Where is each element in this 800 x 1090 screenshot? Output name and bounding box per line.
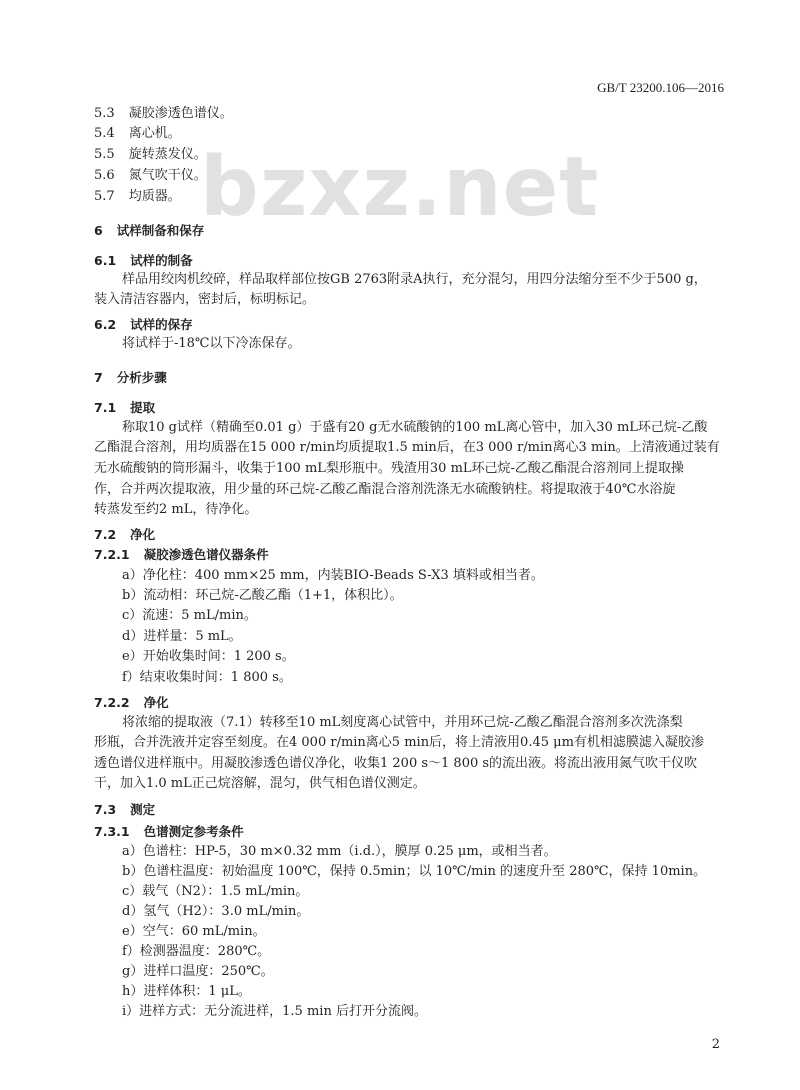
paragraph-line [94,459,684,479]
paragraph-line [122,334,300,354]
section-number: 5.6 [94,168,115,183]
section-number: 5.3 [94,106,115,121]
section-number: 7.2.1 [94,547,130,562]
line-text: i）进样方式：无分流进样，1.5 min 后打开分流阀。 [122,1004,427,1019]
line-text: 净化 [143,695,169,710]
condition-item [122,862,706,882]
list-item [94,166,207,186]
line-text: 将浓缩的提取液（7.1）转移至10 mL刻度离心试管中，并用环己烷-乙酸乙酯混合溶剂多次洗涤梨 [122,715,683,730]
condition-item [122,962,274,982]
section-number: 5.7 [94,189,115,204]
line-text: 称取10 g试样（精确至0.01 g）于盛有20 g无水硫酸钠的100 mL离心管中，加入30 mL环己烷-乙酸 [122,420,708,435]
paragraph-line [94,438,720,458]
section-number: 6.1 [94,253,117,268]
section-heading [94,398,155,418]
paragraph-line [94,754,697,774]
line-text: 干，加入1.0 mL正己烷溶解，混匀，供气相色谱仪测定。 [94,776,426,791]
line-text: 测定 [130,802,156,817]
line-text: b）色谱柱温度：初始温度 100℃，保持 0.5min；以 10℃/min 的速度升至 280℃，保持 10min。 [122,864,707,879]
line-text: 分析步骤 [116,370,167,385]
section-heading [94,800,155,820]
line-text: a）净化柱：400 mm×25 mm，内装BIO-Beads S-X3 填料或相当者。 [122,568,544,583]
condition-item [122,606,257,626]
line-text: 装入清洁容器内，密封后，标明标记。 [94,292,316,307]
list-item [94,104,233,124]
line-text: 试样的制备 [130,253,193,268]
section-number: 7.3 [94,802,117,817]
line-text: 转蒸发至约2 mL，待净化。 [94,502,258,517]
section-heading [94,525,155,545]
paragraph-line [94,500,257,520]
line-text: 形瓶，合并洗液并定容至刻度。在4 000 r/min离心5 min后，将上清液用0.45 μm有机相滤膜滤入凝胶渗 [94,735,704,750]
condition-item [122,566,544,586]
condition-item [122,627,242,647]
section-heading [94,822,244,842]
paragraph-line [122,713,683,733]
line-text: 均质器。 [128,189,181,204]
paragraph-line [94,480,675,500]
line-text: e）空气：60 mL/min。 [122,924,266,939]
line-text: h）进样体积：1 μL。 [122,984,251,999]
line-text: 将试样于-18℃以下冷冻保存。 [122,336,301,351]
section-heading [94,368,167,388]
line-text: 无水硫酸钠的筒形漏斗，收集于100 mL梨形瓶中。残渣用30 mL环己烷-乙酸乙酯混合溶剂同上提取操 [94,461,684,476]
list-item [94,187,181,207]
standard-number-header: GB/T 23200.106—2016 [597,80,724,95]
line-text: a）色谱柱：HP-5，30 m×0.32 mm（i.d.），膜厚 0.25 μm，或相当者。 [122,844,557,859]
paragraph-line [122,418,707,438]
condition-item [122,942,270,962]
section-heading [94,693,169,713]
line-text: 色谱测定参考条件 [143,824,244,839]
condition-item [122,586,403,606]
line-text: d）进样量：5 mL。 [122,629,242,644]
condition-item [122,842,557,862]
section-number: 7 [94,370,103,385]
line-text: 离心机。 [128,126,181,141]
watermark: bzxz.net [200,140,600,235]
section-number: 6.2 [94,317,117,332]
condition-item [122,982,251,1002]
line-text: e）开始收集时间：1 200 s。 [122,649,295,664]
line-text: f）检测器温度：280℃。 [122,944,271,959]
section-number: 5.5 [94,147,115,162]
paragraph-line [94,290,315,310]
line-text: 旋转蒸发仪。 [128,147,207,162]
section-number: 7.1 [94,400,117,415]
section-number: 7.2 [94,527,117,542]
condition-item [122,647,295,667]
line-text: 提取 [130,400,156,415]
line-text: f）结束收集时间：1 800 s。 [122,670,292,685]
paragraph-line [94,733,704,753]
condition-item [122,882,308,902]
list-item [94,124,181,144]
line-text: c）载气（N2）：1.5 mL/min。 [122,884,309,899]
line-text: 凝胶渗透色谱仪器条件 [143,547,269,562]
page-number: 2 [711,1037,720,1052]
line-text: g）进样口温度：250℃。 [122,964,274,979]
line-text: c）流速：5 mL/min。 [122,608,257,623]
section-number: 7.3.1 [94,824,130,839]
line-text: 作，合并两次提取液，用少量的环己烷-乙酸乙酯混合溶剂洗涤无水硫酸钠柱。将提取液于40℃水浴旋 [94,482,676,497]
condition-item [122,1002,427,1022]
condition-item [122,902,309,922]
section-number: 5.4 [94,126,115,141]
line-text: b）流动相：环己烷-乙酸乙酯（1+1，体积比）。 [122,588,403,603]
line-text: 试样制备和保存 [116,223,205,238]
line-text: 氮气吹干仪。 [128,168,207,183]
section-number: 7.2.2 [94,695,130,710]
line-text: 乙酯混合溶剂，用均质器在15 000 r/min均质提取1.5 min后，在3 000 r/min离心3 min。上清液通过装有 [94,440,720,455]
section-heading [94,315,193,335]
line-text: d）氢气（H2）：3.0 mL/min。 [122,904,310,919]
paragraph-line [122,270,707,290]
condition-item [122,668,292,688]
section-heading [94,251,193,271]
line-text: 试样的保存 [130,317,193,332]
line-text: 净化 [130,527,156,542]
condition-item [122,922,266,942]
list-item [94,145,207,165]
line-text: 透色谱仪进样瓶中。用凝胶渗透色谱仪净化，收集1 200 s～1 800 s的流出液。将流出液用氮气吹干仪吹 [94,756,698,771]
section-number: 6 [94,223,103,238]
line-text: 样品用绞肉机绞碎，样品取样部位按GB 2763附录A执行，充分混匀，用四分法缩分至不少于500 g， [122,272,707,287]
line-text: 凝胶渗透色谱仪。 [128,106,233,121]
section-heading [94,545,269,565]
paragraph-line [94,774,426,794]
section-heading [94,221,204,241]
